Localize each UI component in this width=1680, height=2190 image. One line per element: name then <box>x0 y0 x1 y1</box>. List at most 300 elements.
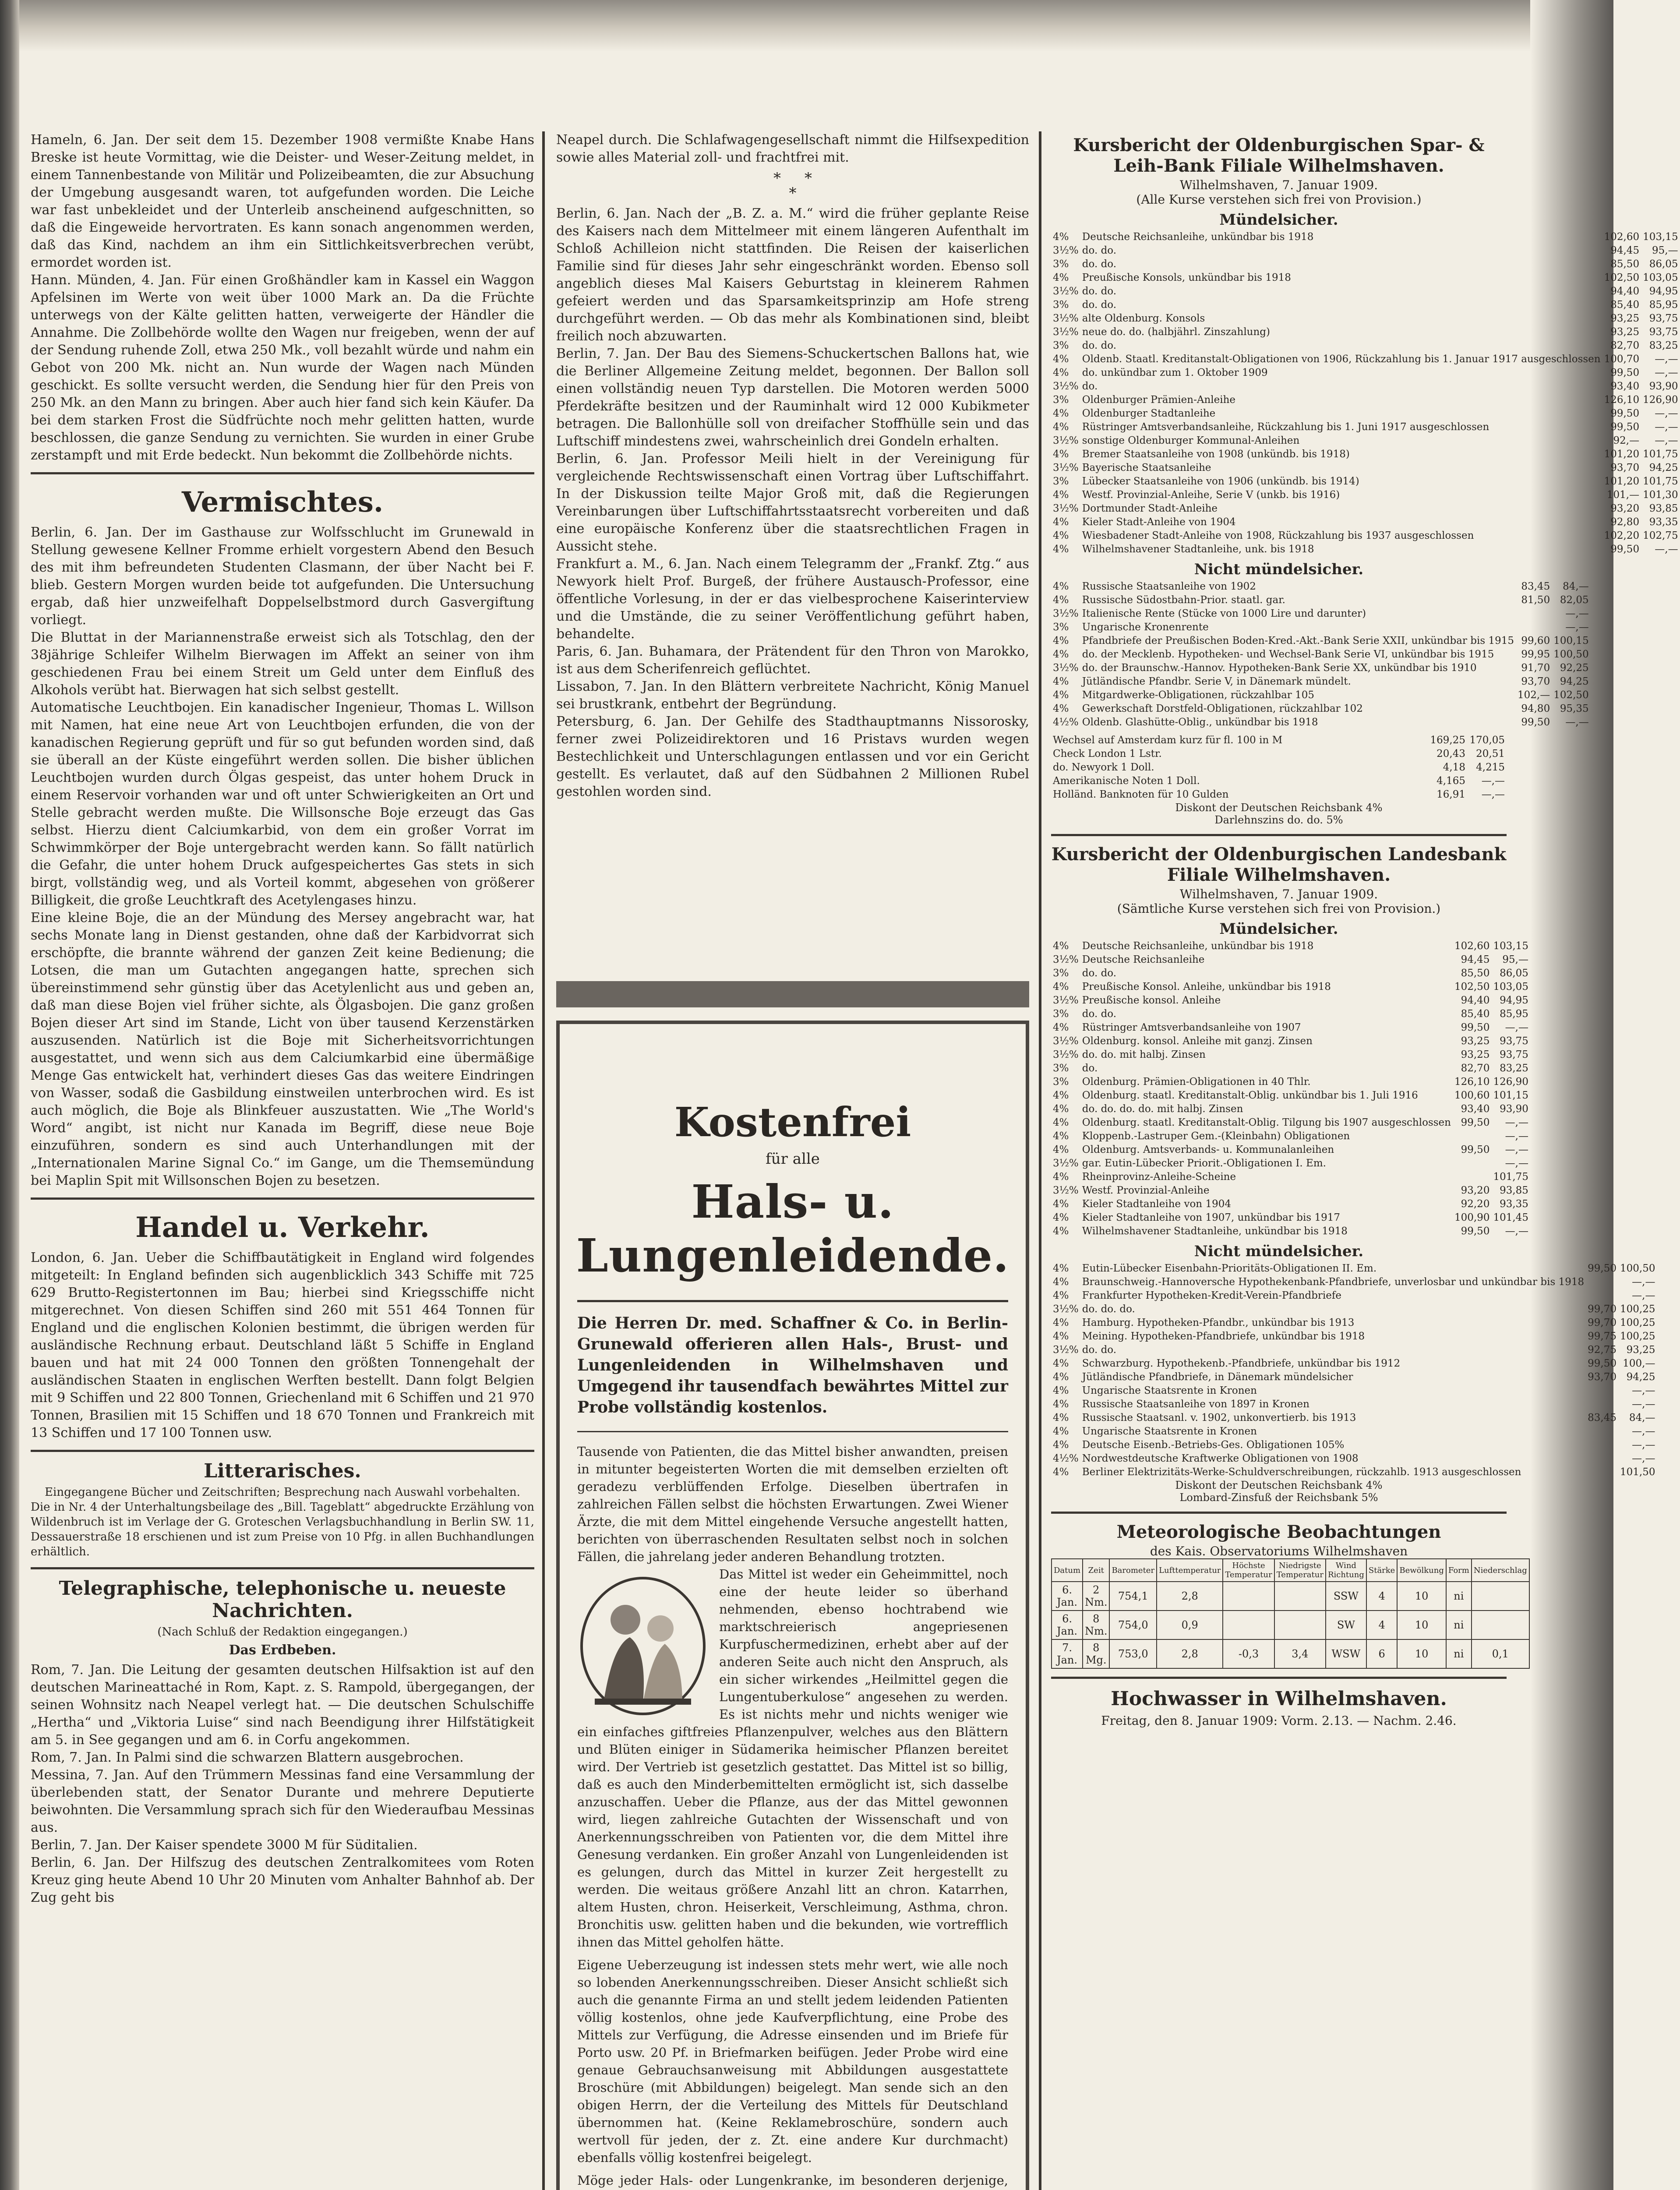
security-name: Deutsche Reichsanleihe <box>1082 954 1205 965</box>
security-name: Hamburg. Hypotheken-Pfandbr., unkündbar bis 1913 <box>1082 1317 1355 1328</box>
price-cell: 83,45 <box>1588 1412 1616 1424</box>
met-title: Meteorologische Beobachtungen <box>1116 1522 1441 1542</box>
kurs-row <box>1051 1211 1530 1225</box>
security-name: do. do. do. <box>1082 1303 1135 1315</box>
kurs-row <box>1051 529 1680 543</box>
rate-cell: 3½% <box>1053 1303 1079 1315</box>
security-name: do. do. <box>1082 1008 1117 1020</box>
rate-cell: 3% <box>1053 622 1069 633</box>
kurs-row <box>1051 461 1680 475</box>
price-cell: 94,45 <box>1610 245 1640 256</box>
security-name: Westf. Provinzial-Anleihe, Serie V (unkb. bis 1916) <box>1082 489 1340 501</box>
rate-cell: 4½% <box>1053 1453 1079 1464</box>
met-header-cell: Form <box>1446 1559 1472 1582</box>
price-cell: —,— <box>1565 608 1589 619</box>
price-cell: 93,85 <box>1649 503 1678 514</box>
rate-cell: 4% <box>1053 1212 1069 1223</box>
article-hameln: Hameln, 6. Jan. Der seit dem 15. Dezember 1908 vermißte Knabe Hans Breske ist heute Vormittag, wie die Deister- und Weser-Zeitung meldet, in einem Tannenbestande von Militär und Polizeibeamten, die zur Absuchung der Umgebung ausgesandt waren, tot aufgefunden worden. Die Leiche war fast unbekleidet und der Unterleib anscheinend aufgeschnitten, so daß die Eingeweide hervortraten. Es kann sonach angenommen werden, daß das Kind, nachdem an ihm ein Sittlichkeitsverbrechen verübt, ermordet worden ist. <box>31 132 534 270</box>
price-cell: 94,45 <box>1461 954 1490 965</box>
price-cell: 100,— <box>1623 1358 1655 1369</box>
rate-cell: 4% <box>1053 367 1069 378</box>
price-cell: 126,10 <box>1604 394 1640 406</box>
article-petersburg: Petersburg, 6. Jan. Der Gehilfe des Stadthauptmanns Nissorosky, ferner zwei Polizeidirektoren und 16 Pristavs wurden wegen Bestechlichkeit und Unterschlagungen entlassen und vor ein Gericht gestellt. Es verlautet, daß auf den Südbahnen 2 Millionen Rubel gestohlen worden sind. <box>556 714 1029 799</box>
kurs-row <box>1051 1170 1530 1184</box>
price-cell: 93,85 <box>1500 1185 1528 1196</box>
rate-cell: 4% <box>1053 676 1069 687</box>
rate-cell: 4% <box>1053 1371 1069 1383</box>
met-cell: -0,3 <box>1223 1639 1274 1668</box>
price-cell: 102,50 <box>1604 272 1640 283</box>
price-cell <box>1453 1170 1491 1184</box>
price-cell: 100,25 <box>1620 1317 1655 1328</box>
kurs-row <box>1051 1184 1530 1197</box>
met-header-cell: Lufttemperatur <box>1157 1559 1223 1582</box>
rate-cell: 3% <box>1053 1008 1069 1020</box>
met-cell: 754,0 <box>1109 1611 1157 1639</box>
article-muenden: Hann. Münden, 4. Jan. Für einen Großhändler kam in Kassel ein Waggon Apfelsinen im Werte von weit über 1000 Mark an. Da die Früchte unterwegs von der Kälte gelitten hatten, verweigerte der Händler die Annahme. Die Zollbehörde wollte den Wagen nur freigeben, wenn der auf der Sendung ruhende Zoll, etwa 250 Mk., voll bezahlt würde und nahm ein Gebot von 200 Mk. nicht an. Nun wurde der Wagen nach Münden geschickt. Es sollte versucht werden, die Sendung hier für den Preis von 250 Mk. an den Mann zu bringen. Aber auch hier fand sich kein Käufer. Da bei dem starken Frost die Südfrüchte noch mehr gelitten hatten, wurde beschlossen, die ganze Sendung zu vernichten. Sie wurden in einer Grube zerstampft und mit Erde bedeckt. Nun bekommt die Zollbehörde nichts. <box>31 272 534 463</box>
met-cell: 0,9 <box>1157 1611 1223 1639</box>
price-cell: 82,70 <box>1610 340 1640 351</box>
kurs-row <box>1051 434 1680 448</box>
security-name: Westf. Provinzial-Anleihe <box>1082 1185 1210 1196</box>
kurs-row <box>1051 940 1530 953</box>
price-cell: 93,90 <box>1500 1103 1528 1115</box>
price-cell: 94,25 <box>1560 676 1589 687</box>
kurs-row <box>1051 675 1591 689</box>
price-cell: 103,15 <box>1493 940 1528 952</box>
rate-cell: 3½% <box>1053 995 1079 1006</box>
met-header-cell: Datum <box>1052 1559 1083 1582</box>
security-name: Oldenburg. konsol. Anleihe mit ganzj. Zinsen <box>1082 1035 1313 1047</box>
security-name: Berliner Elektrizitäts-Werke-Schuldverschreibungen, rückzahlb. 1913 ausgeschlossen <box>1082 1466 1521 1478</box>
price-cell: —,— <box>1655 353 1678 365</box>
security-name: Bremer Staatsanleihe von 1908 (unkündb. bis 1918) <box>1082 449 1350 460</box>
security-name: Braunschweig.-Hannoversche Hypothekenbank-Pfandbriefe, unverlosbar und unkündbar bis 1918 <box>1082 1276 1585 1288</box>
price-cell: 93,35 <box>1649 516 1678 528</box>
met-header-cell: Niedrigste Temperatur <box>1274 1559 1326 1582</box>
kurs-row <box>1051 339 1680 353</box>
price-cell: 82,70 <box>1461 1063 1490 1074</box>
security-name: Amerikanische Noten 1 Doll. <box>1053 775 1200 787</box>
price-cell: 92,75 <box>1588 1344 1616 1356</box>
divider <box>31 1450 534 1452</box>
price-cell: —,— <box>1632 1276 1655 1288</box>
ad-body-2: Das Mittel ist weder ein Geheimmittel, noch eine der heute leider so überhand nehmenden, ebenso hochtrabend wie marktschreierisch angepriesenen Kurpfuschermedizinen, erhebt aber auf der anderen Seite auch nicht den Anspruch, als ein sicher wirkendes „Heilmittel gegen die Lungentuberkulose“ angesehen zu werden. Es ist nichts mehr und nichts weniger wie ein einfaches giftfreies Pflanzenpulver, welches aus den Blättern und Blüten einiger in Südamerika heimischer Pflanzen bereitet wird. Der Vertrieb ist gesetzlich gestattet. Das Mittel ist so billig, daß es auch den Minderbemittelten ermöglicht ist, sich dasselbe anzuschaffen. Ueber die Pflanze, aus der das Mittel gewonnen wird, liegen zahlreiche Gutachten der Wissenschaft und von Anerkennungsschreiben von Patienten vor, die dem Mittel ihre Genesung verdanken. Ein großer Anzahl von Lungenleidenden ist es gelungen, durch das Mittel in kurzer Zeit hergestellt zu werden. Die weitaus größere Anzahl litt an chron. Katarrhen, altem Husten, chron. Heiserkeit, Verschleimung, Asthma, chron. Bronchitis usw. gelitten haben und die bekunden, wie vortrefflich ihnen das Mittel geholfen hätte. <box>577 1567 1008 1950</box>
kurs-row <box>1051 980 1530 994</box>
kursbericht-1-section-muendel: Mündelsicher. <box>1219 211 1338 229</box>
kurs-row <box>1051 407 1680 420</box>
price-cell: 93,25 <box>1626 1344 1655 1356</box>
security-name: Oldenburg. staatl. Kreditanstalt-Oblig. Tilgung bis 1907 ausgeschlossen <box>1082 1117 1451 1128</box>
price-cell: —,— <box>1505 1226 1528 1237</box>
price-cell <box>1586 1398 1618 1411</box>
section-title-handel: Handel u. Verkehr. <box>135 1211 430 1244</box>
security-name: gar. Eutin-Lübecker Priorit.-Obligationen I. Em. <box>1082 1158 1326 1169</box>
price-cell: 101,30 <box>1643 489 1678 501</box>
rate-cell: 4% <box>1053 635 1069 646</box>
met-cell <box>1223 1611 1274 1639</box>
price-cell: 92,20 <box>1461 1198 1490 1210</box>
rate-cell: 4% <box>1053 516 1069 528</box>
article-leuchtbojen-cont: Eine kleine Boje, die an der Mündung des Mersey angebracht war, hat sechs Monate lang in Dienst gestanden, ohne daß der Karbidvorrat sich erschöpfte, die brannte während der ganzen Zeit keine Bedienung; die Lotsen, die man um Gutachten angegangen hatte, sprechen sich übereinstimmend sehr günstig über das Acetylenlicht aus und geben an, daß man diese Bojen viel früher sichte, als Ölgasbojen. Die ganz großen Bojen dieser Art sind im Stande, Licht von über tausend Kerzenstärken auszusenden. Natürlich ist die Boje mit Sicherheitsvorrichtungen ausgestattet, und wenn sich aus dem Calciumkarbid eine übermäßige Menge Gas entwickelt hat, verhindert dieses Gas das weitere Eindringen von Wasser, sodaß die Gasbildung einstweilen unterbrochen wird. Es ist auch möglich, die Boje als Blinkfeuer auszustatten. Wie „The World's Word“ angibt, ist nicht nur Kanada im Begriff, diese neue Boje einzuführen, sondern es sind auch Unterhandlungen mit der „Internationalen Marine Signal Co.“ im Gange, um die Themsemündung bei Maplin Spit mit Willsonschen Bojen zu besetzen. <box>31 910 534 1188</box>
security-name: Russische Staatsanleihe von 1897 in Kronen <box>1082 1399 1309 1410</box>
price-cell <box>1453 1157 1491 1170</box>
rate-cell: 4% <box>1053 689 1069 701</box>
ad-body-3: Eigene Ueberzeugung ist indessen stets mehr wert, wie alle noch so lobenden Anerkennungsschreiben. Dieser Ansicht schließt sich auch die genannte Firma an und stellt jedem leidenden Patienten völlig kostenlos, ohne jede Kaufverpflichtung, eine Probe des Mittels zur Verfügung, die Adresse einsenden und im Briefe für Porto usw. 20 Pf. in Briefmarken beifügen. Jeder Probe wird eine genaue Gebrauchsanweisung mit Abbildungen ausgestattete Broschüre (mit Abbildungen) beigelegt. Man sende sich an den obigen Herrn, der die Verteilung des Mittels für Deutschland übernommen hat. (Keine Reklamebroschüre, sondern auch wertvoll für jeden, der z. Zt. eine andere Kur durchmacht) ebenfalls völlig kostenfrei beigelegt. <box>577 1957 1008 2165</box>
price-cell: —,— <box>1632 1385 1655 1396</box>
price-cell: 94,95 <box>1649 286 1678 297</box>
kurs-row <box>1051 1398 1657 1411</box>
price-cell <box>1453 1130 1491 1143</box>
security-name: Bayerische Staatsanleihe <box>1082 462 1211 473</box>
darlehnszins-1: Darlehnszins do. do. 5% <box>1214 814 1343 826</box>
security-name: Gewerkschaft Dorstfeld-Obligationen, rückzahlbar 102 <box>1082 703 1363 714</box>
price-cell: 85,40 <box>1610 299 1640 311</box>
price-cell: 83,25 <box>1500 1063 1528 1074</box>
scan-binding-edge <box>0 0 19 2190</box>
kurs-row <box>1051 1384 1657 1398</box>
rate-cell: 4% <box>1053 703 1069 714</box>
rate-cell: 4% <box>1053 1130 1069 1142</box>
price-cell: 100,25 <box>1620 1331 1655 1342</box>
price-cell: 99,50 <box>1461 1144 1490 1155</box>
price-cell: 93,35 <box>1500 1198 1528 1210</box>
price-cell: —,— <box>1655 408 1678 419</box>
price-cell: —,— <box>1655 544 1678 555</box>
price-cell: 85,50 <box>1610 258 1640 270</box>
met-row <box>1052 1611 1529 1639</box>
rate-cell: 3½% <box>1053 1158 1079 1169</box>
price-cell: 100,25 <box>1620 1303 1655 1315</box>
price-cell: 92,25 <box>1560 662 1589 674</box>
kursbericht-2-table-2 <box>1051 1262 1657 1479</box>
security-name: do. do. <box>1082 1344 1117 1356</box>
security-name: Lübecker Staatsanleihe von 1906 (unkündb. bis 1914) <box>1082 476 1359 487</box>
price-cell: —,— <box>1505 1022 1528 1033</box>
rate-cell: 3½% <box>1053 326 1079 338</box>
rate-cell: 3½% <box>1053 608 1079 619</box>
price-cell: 103,05 <box>1643 272 1678 283</box>
kurs-row <box>1051 593 1591 607</box>
price-cell: 102,20 <box>1604 530 1640 541</box>
article-frankfurt: Frankfurt a. M., 6. Jan. Nach einem Telegramm der „Frankf. Ztg.“ aus Newyork hielt Prof. Burgeß, der frühere Austausch-Professor, eine öffentliche Vorlesung, in der er das vielbesprochene Kaiserinterview und die Umstände, die zu seiner Veröffentlichung geführt haben, behandelte. <box>556 556 1029 642</box>
kursbericht-2-date: Wilhelmshaven, 7. Januar 1909. <box>1179 887 1378 901</box>
rate-cell: 4% <box>1053 1331 1069 1342</box>
security-name: Preußische konsol. Anleihe <box>1082 995 1221 1006</box>
security-name: Oldenburger Stadtanleihe <box>1082 408 1216 419</box>
wechsel-table <box>1051 734 1507 802</box>
kurs-row <box>1051 1357 1657 1371</box>
rate-cell: 3% <box>1053 258 1069 270</box>
met-cell: SW <box>1326 1611 1366 1639</box>
price-cell: 126,90 <box>1643 394 1678 406</box>
met-cell: 4 <box>1366 1611 1397 1639</box>
met-header-cell: Bewölkung <box>1397 1559 1446 1582</box>
security-name: Russische Südostbahn-Prior. staatl. gar. <box>1082 594 1285 606</box>
price-cell <box>1516 621 1552 634</box>
met-cell: 6 <box>1366 1639 1397 1668</box>
security-name: do. unkündbar zum 1. Oktober 1909 <box>1082 367 1268 378</box>
rate-cell: 4% <box>1053 1022 1069 1033</box>
met-table <box>1051 1558 1530 1669</box>
kurs-row <box>1051 1130 1530 1143</box>
price-cell: 93,40 <box>1610 381 1640 392</box>
kurs-row <box>1051 1275 1657 1289</box>
price-cell: 100,50 <box>1553 649 1589 660</box>
security-name: Mitgardwerke-Obligationen, rückzahlbar 105 <box>1082 689 1314 701</box>
security-name: Oldenburg. Prämien-Obligationen in 40 Thlr. <box>1082 1076 1311 1088</box>
price-cell: 99,50 <box>1588 1358 1616 1369</box>
tele-berlin-hilfszug: Berlin, 6. Jan. Der Hilfszug des deutschen Zentralkomitees vom Roten Kreuz ging heute Abend 10 Uhr 20 Minuten vom Anhalter Bahnhof ab. Der Zug geht bis <box>31 1855 534 1905</box>
security-name: alte Oldenburg. Konsols <box>1082 313 1205 324</box>
price-cell: 102,50 <box>1454 981 1490 993</box>
kurs-row <box>1051 325 1680 339</box>
rate-cell: 4% <box>1053 1399 1069 1410</box>
security-name: Schwarzburg. Hypothekenb.-Pfandbriefe, unkündbar bis 1912 <box>1082 1358 1401 1369</box>
price-cell: 93,90 <box>1649 381 1678 392</box>
kurs-row <box>1051 475 1680 488</box>
rate-cell: 3% <box>1053 476 1069 487</box>
rate-cell: 3½% <box>1053 313 1079 324</box>
met-cell: 2,8 <box>1157 1582 1223 1611</box>
security-name: Check London 1 Lstr. <box>1053 748 1162 759</box>
article-ballon: Berlin, 7. Jan. Der Bau des Siemens-Schuckertschen Ballons hat, wie die Berliner Allgemeine Zeitung meldet, begonnen. Der Ballon soll einen vollständig neuen Typ darstellen. Die Motoren werden 5000 Pferdekräfte besitzen und der Rauminhalt wird 12 000 Kubikmeter betragen. Die Ballonhülle soll von dreifacher Stoffhülle sein und das Luftschiff mindestens zwei, wahrscheinlich drei Gondeln erhalten. <box>556 346 1029 449</box>
price-cell: 93,75 <box>1649 326 1678 338</box>
kursbericht-1-table <box>1051 230 1680 556</box>
security-name: do. do. <box>1082 258 1117 270</box>
price-cell <box>1586 1425 1618 1438</box>
price-cell: 101,20 <box>1604 476 1640 487</box>
price-cell: 85,95 <box>1500 1008 1528 1020</box>
rate-cell: 4% <box>1053 1385 1069 1396</box>
rate-cell: 4% <box>1053 530 1069 541</box>
article-kaiser-reise: Berlin, 6. Jan. Nach der „B. Z. a. M.“ wird die früher geplante Reise des Kaisers nach dem Mittelmeer mit einem längeren Aufenthalt im Schloß Achilleion nicht stattfinden. Die Reisen der kaiserlichen Familie sind für dieses Jahr sehr eingeschränkt worden. Ebenso soll angeblich dieses Mal Kaisers Geburtstag in kleinerem Rahmen gefeiert werden und das Sparsamkeitsprinzip am Hofe streng durchgeführt werden. — Ob das mehr als Kombinationen sind, bleibt freilich noch abzuwarten. <box>556 206 1029 344</box>
price-cell: 100,50 <box>1620 1263 1655 1274</box>
kurs-row <box>1051 448 1680 461</box>
price-cell: 126,10 <box>1454 1076 1490 1088</box>
met-cell: 3,4 <box>1274 1639 1326 1668</box>
security-name: do. der Mecklenb. Hypotheken- und Wechsel-Bank Serie VI, unkündbar bis 1915 <box>1082 649 1494 660</box>
kurs-row <box>1051 1007 1530 1021</box>
kurs-row <box>1051 1330 1657 1343</box>
price-cell: 85,50 <box>1461 968 1490 979</box>
price-cell: 100,90 <box>1454 1212 1490 1223</box>
ad-top-band <box>556 981 1029 1007</box>
price-cell: 82,05 <box>1560 594 1589 606</box>
price-cell: —,— <box>1632 1426 1655 1437</box>
kurs-row <box>1051 621 1591 634</box>
kurs-row <box>1051 1143 1530 1157</box>
ad-body-4: Möge jeder Hals- oder Lungenkranke, im besonderen derjenige, <box>577 2173 1008 2188</box>
met-cell: 10 <box>1397 1582 1446 1611</box>
price-cell: 20,43 <box>1436 748 1465 759</box>
price-cell: —,— <box>1632 1453 1655 1464</box>
rate-cell: 4% <box>1053 272 1069 283</box>
met-cell: 0,1 <box>1472 1639 1529 1668</box>
kurs-row <box>1051 1225 1530 1238</box>
price-cell: 84,— <box>1629 1412 1655 1424</box>
security-name: Italienische Rente (Stücke von 1000 Lire und darunter) <box>1082 608 1366 619</box>
kursbericht-2-section-nicht: Nicht mündelsicher. <box>1194 1243 1364 1260</box>
kurs-row <box>1051 1466 1657 1479</box>
rate-cell: 4% <box>1053 353 1069 365</box>
wechsel-row <box>1051 774 1507 788</box>
price-cell: 93,25 <box>1610 313 1640 324</box>
price-cell: 103,15 <box>1643 231 1678 243</box>
rate-cell: 4% <box>1053 1276 1069 1288</box>
price-cell: 92,— <box>1613 435 1640 446</box>
met-cell: WSW <box>1326 1639 1366 1668</box>
rate-cell: 4% <box>1053 981 1069 993</box>
met-cell <box>1223 1582 1274 1611</box>
price-cell: 102,60 <box>1604 231 1640 243</box>
met-header-cell: Wind Richtung <box>1326 1559 1366 1582</box>
article-paris: Paris, 6. Jan. Buhamara, der Prätendent für den Thron von Marokko, ist aus dem Scherifenreich geflüchtet. <box>556 644 1029 677</box>
rate-cell: 3½% <box>1053 245 1079 256</box>
rate-cell: 4% <box>1053 1103 1069 1115</box>
price-cell: 102,75 <box>1643 530 1678 541</box>
column-1 <box>31 131 534 2190</box>
met-header-cell: Höchste Temperatur <box>1223 1559 1274 1582</box>
column-3 <box>1051 131 1678 2190</box>
security-name: Deutsche Reichsanleihe, unkündbar bis 1918 <box>1082 231 1314 243</box>
rate-cell: 4% <box>1053 1090 1069 1101</box>
security-name: do. do. <box>1082 299 1117 311</box>
met-cell: 2,8 <box>1157 1639 1223 1668</box>
security-name: Rüstringer Amtsverbandsanleihe, Rückzahlung bis 1. Juni 1917 ausgeschlossen <box>1082 421 1489 433</box>
price-cell: 84,— <box>1563 581 1589 592</box>
security-name: Wilhelmshavener Stadtanleihe, unkündbar bis 1918 <box>1082 1226 1348 1237</box>
met-cell: 6. Jan. <box>1052 1582 1083 1611</box>
article-schiffbau: London, 6. Jan. Ueber die Schiffbautätigkeit in England wird folgendes mitgeteilt: In England befinden sich augenblicklich 343 Schiffe mit 725 629 Brutto-Registertonnen im Bau; hierbei sind Kriegsschiffe nicht mitgerechnet. Von diesen Schiffen sind 260 mit 551 464 Tonnen für England und die englischen Kolonien bestimmt, die übrigen werden für ausländische Rechnung erbaut. Deutschland läßt 5 Schiffe in England bauen und hat mit 24 000 Tonnen den größten Tonnengehalt der ausländischen Staaten in englischen Werften bestellt. Dann folgt Belgien mit 9 Schiffen und 22 800 Tonnen, Griechenland mit 6 Schiffen und 21 970 Tonnen, Brasilien mit 15 Schiffen und 18 670 Tonnen und Frankreich mit 13 Schiffen und 17 100 Tonnen usw. <box>31 1250 534 1441</box>
met-cell: 753,0 <box>1109 1639 1157 1668</box>
price-cell: 99,70 <box>1588 1303 1616 1315</box>
price-cell: 100,60 <box>1454 1090 1490 1101</box>
rate-cell: 4% <box>1053 449 1069 460</box>
security-name: Kieler Stadt-Anleihe von 1904 <box>1082 516 1236 528</box>
security-name: Preußische Konsol. Anleihe, unkündbar bis 1918 <box>1082 981 1331 993</box>
met-cell: 4 <box>1366 1582 1397 1611</box>
met-cell <box>1274 1582 1326 1611</box>
rate-cell: 4% <box>1053 1117 1069 1128</box>
ad-lead: Die Herren Dr. med. Schaffner & Co. in Berlin-Grunewald offerieren allen Hals-, Brust- und Lungenleidenden in Wilhelmshaven und Umgegend ihr tausendfach bewährtes Mittel zur Probe vollständig kostenlos. <box>577 1314 1008 1416</box>
hochwasser-line: Freitag, den 8. Januar 1909: Vorm. 2.13. — Nachm. 2.46. <box>1101 1713 1457 1728</box>
price-cell: —,— <box>1655 367 1678 378</box>
price-cell: 93,25 <box>1610 326 1640 338</box>
price-cell: 170,05 <box>1469 735 1505 746</box>
advertisement-lungen <box>556 1021 1029 2190</box>
ad-body-2-wrap <box>577 1565 1008 1951</box>
met-cell: ni <box>1446 1582 1472 1611</box>
rate-cell: 4% <box>1053 1263 1069 1274</box>
rate-cell: 3½% <box>1053 1185 1079 1196</box>
security-name: Oldenb. Staatl. Kreditanstalt-Obligationen von 1906, Rückzahlung bis 1. Januar 1917 ausgeschlossen <box>1082 353 1601 365</box>
kurs-row <box>1051 1116 1530 1130</box>
price-cell: 99,50 <box>1610 544 1640 555</box>
price-cell: —,— <box>1632 1399 1655 1410</box>
wechsel-row <box>1051 747 1507 761</box>
price-cell <box>1586 1452 1618 1466</box>
rate-cell: 3½% <box>1053 381 1079 392</box>
divider <box>1051 1512 1507 1514</box>
security-name: Oldenburg. staatl. Kreditanstalt-Oblig. unkündbar bis 1. Juli 1916 <box>1082 1090 1418 1101</box>
price-cell: —,— <box>1565 717 1589 728</box>
wechsel-row <box>1051 788 1507 802</box>
price-cell <box>1586 1466 1618 1479</box>
price-cell: 99,70 <box>1588 1317 1616 1328</box>
ad-headline: Hals- u. Lungenleidende. <box>576 1175 1009 1282</box>
price-cell: 86,05 <box>1500 968 1528 979</box>
security-name: sonstige Oldenburger Kommunal-Anleihen <box>1082 435 1300 446</box>
price-cell: 95,— <box>1502 954 1528 965</box>
met-subtitle: des Kais. Observatoriums Wilhelmshaven <box>1150 1544 1408 1558</box>
kurs-row <box>1051 1343 1657 1357</box>
litterarisches-note: Eingegangene Bücher und Zeitschriften; Besprechung nach Auswahl vorbehalten. <box>45 1486 520 1499</box>
rate-cell: 3½% <box>1053 662 1079 674</box>
rate-cell: 4% <box>1053 1358 1069 1369</box>
security-name: do. do. <box>1082 968 1117 979</box>
price-cell: 102,— <box>1518 689 1550 701</box>
tele-rom-2: Rom, 7. Jan. In Palmi sind die schwarzen Blattern ausgebrochen. <box>31 1750 464 1765</box>
kursbericht-1-date: Wilhelmshaven, 7. Januar 1909. <box>1179 178 1378 192</box>
rate-cell: 3% <box>1053 394 1069 406</box>
rate-cell: 3½% <box>1053 503 1079 514</box>
met-cell <box>1472 1582 1529 1611</box>
kurs-row <box>1051 285 1680 298</box>
rate-cell: 3½% <box>1053 462 1079 473</box>
price-cell: 93,40 <box>1461 1103 1490 1115</box>
rate-cell: 3½% <box>1053 1049 1079 1060</box>
price-cell: 94,80 <box>1521 703 1550 714</box>
price-cell <box>1586 1289 1618 1303</box>
kurs-row <box>1051 1102 1530 1116</box>
article-leuchtbojen: Automatische Leuchtbojen. Ein kanadischer Ingenieur, Thomas L. Willson mit Namen, hat eine neue Art von Leuchtbojen erfunden, die von der kanadischen Regierung geprüft und für so gut befunden worden sind, daß sie überall an der Küste eingeführt werden sollen. Die bisher üblichen Leuchtbojen wurden durch Ölgas gespeist, das unter hohem Druck in einem Reservoir vorhanden war und oft unter Schwierigkeiten an Ort und Stelle gebracht werden mußte. Die Willsonsche Boje erzeugt das Gas selbst. Hierzu dient Calciumkarbid, von dem ein großer Vorrat im Schwimmkörper der Boje untergebracht werden kann. So fällt natürlich die Gefahr, die unter hohem Druck aufgespeichertes Gas stets in sich birgt, vollständig weg, und als Vorteil kommt, abgesehen von größerer Billigkeit, die große Leuchtkraft des Acetylengases hinzu. <box>31 700 534 908</box>
price-cell: 94,95 <box>1500 995 1528 1006</box>
divider <box>31 472 534 474</box>
kurs-row <box>1051 420 1680 434</box>
kurs-row <box>1051 994 1530 1007</box>
price-cell: 99,50 <box>1588 1263 1616 1274</box>
illustration-doctor-patient <box>577 1572 709 1716</box>
price-cell: 99,60 <box>1521 635 1550 646</box>
met-cell: 8 Nm. <box>1083 1611 1109 1639</box>
section-title-vermischtes: Vermischtes. <box>181 486 384 519</box>
kurs-row <box>1051 1425 1657 1438</box>
kurs-row <box>1051 271 1680 285</box>
price-cell <box>1586 1384 1618 1398</box>
met-cell: SSW <box>1326 1582 1366 1611</box>
rate-cell: 3% <box>1053 968 1069 979</box>
security-name: Eutin-Lübecker Eisenbahn-Prioritäts-Obligationen II. Em. <box>1082 1263 1377 1274</box>
tele-berlin-kaiser: Berlin, 7. Jan. Der Kaiser spendete 3000 M für Süditalien. <box>31 1837 418 1853</box>
security-name: Wechsel auf Amsterdam kurz für fl. 100 in M <box>1053 735 1283 746</box>
security-name: Dortmunder Stadt-Anleihe <box>1082 503 1218 514</box>
divider <box>31 1197 534 1200</box>
divider <box>31 1567 534 1569</box>
security-name: Kieler Stadtanleihe von 1904 <box>1082 1198 1231 1210</box>
price-cell: 169,25 <box>1430 735 1465 746</box>
kurs-row <box>1051 1411 1657 1425</box>
price-cell: 103,05 <box>1493 981 1528 993</box>
rate-cell: 4% <box>1053 1171 1069 1183</box>
price-cell: 94,25 <box>1626 1371 1655 1383</box>
security-name: Preußische Konsols, unkündbar bis 1918 <box>1082 272 1291 283</box>
price-cell: 91,70 <box>1521 662 1550 674</box>
article-lissabon: Lissabon, 7. Jan. In den Blättern verbreitete Nachricht, König Manuel sei brustkrank, entbehrt der Begründung. <box>556 679 1029 712</box>
price-cell: 93,70 <box>1521 676 1550 687</box>
kurs-row <box>1051 1021 1530 1035</box>
security-name: do. do. mit halbj. Zinsen <box>1082 1049 1206 1060</box>
